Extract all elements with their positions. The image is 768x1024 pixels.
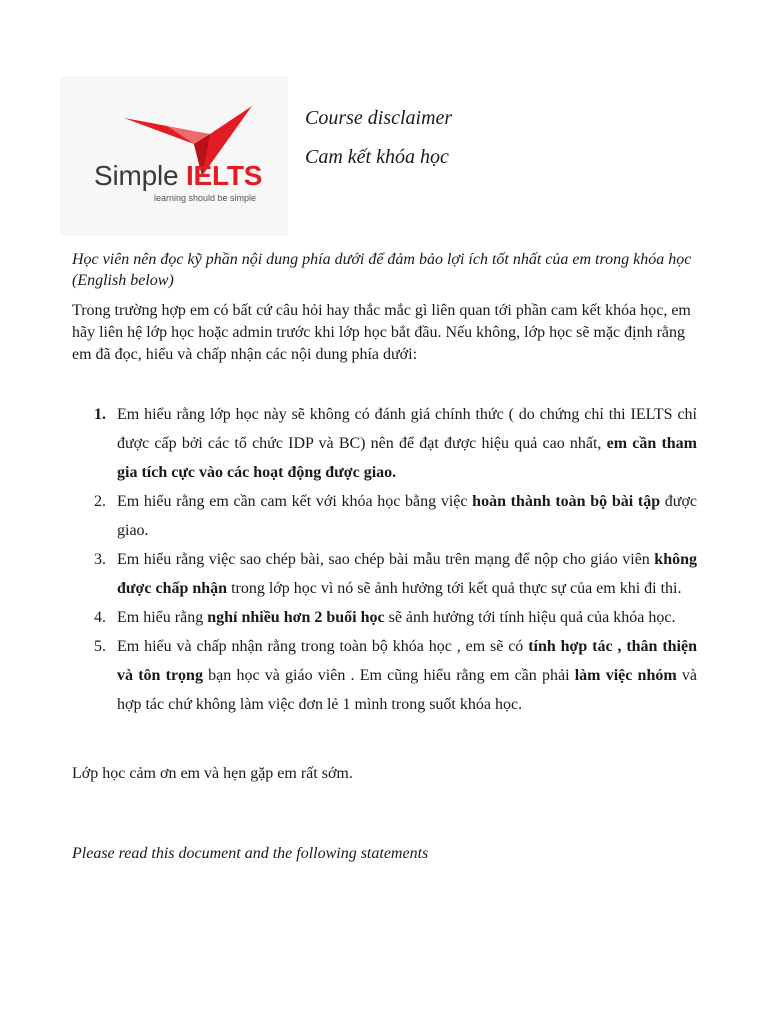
item-emphasis-2: làm việc nhóm <box>574 667 677 684</box>
list-item <box>72 487 697 545</box>
item-text: Em hiểu rằng lớp học này sẽ không có đánh giá chính thức ( do chứng chỉ thi IELTS chỉ được cấp bởi các tổ chức IDP và BC) nên để đạt được hiệu quả cao nhất, <box>117 406 697 452</box>
logo-tagline: learning should be simple <box>154 193 257 203</box>
item-text-middle: bạn học và giáo viên . Em cũng hiểu rằng em cần phải <box>202 667 575 684</box>
item-text-end: và hợp tác chứ không làm việc đơn lẻ 1 mình trong suốt khóa học. <box>117 667 697 713</box>
item-text: Em hiểu rằng em cần cam kết với khóa học bằng việc <box>117 493 473 510</box>
item-emphasis: tính hợp tác , thân thiện và tôn trọng <box>117 638 698 684</box>
logo-word-ielts: IELTS <box>185 160 263 191</box>
item-text: Em hiểu rằng <box>117 609 208 626</box>
list-item <box>72 632 697 719</box>
list-item <box>72 545 697 603</box>
contact-paragraph: Trong trường hợp em có bất cứ câu hỏi hay thắc mắc gì liên quan tới phần cam kết khóa học, em hãy liên hệ lớp học hoặc admin trước khi lớp học bắt đầu. Nếu không, lớp học sẽ mặc định rằng em đã đọc, hiểu và chấp nhận các nội dung phía dưới: <box>72 302 691 363</box>
item-text-end: trong lớp học vì nó sẽ ảnh hưởng tới kết quả thực sự của em khi đi thi. <box>227 580 682 597</box>
item-emphasis: không được chấp nhận <box>117 551 697 597</box>
list-item <box>72 400 697 487</box>
item-text-end: sẽ ảnh hưởng tới tính hiệu quả của khóa học. <box>384 609 676 626</box>
item-number: 3. <box>94 551 106 568</box>
logo-wordmark <box>94 160 262 192</box>
item-number: 2. <box>94 493 106 510</box>
item-number: 1. <box>94 406 106 423</box>
item-number: 4. <box>94 609 106 626</box>
english-intro: Please read this document and the following statements <box>72 845 429 862</box>
thanks-line: Lớp học cảm ơn em và hẹn gặp em rất sớm. <box>72 765 353 782</box>
item-text-end: được giao. <box>117 493 698 539</box>
intro-note: Học viên nên đọc kỹ phần nội dung phía dưới để đảm bảo lợi ích tốt nhất của em trong khóa học (English below) <box>72 251 692 289</box>
commitment-list <box>72 400 697 719</box>
simple-ielts-logo <box>60 76 288 236</box>
item-emphasis: hoàn thành toàn bộ bài tập <box>472 493 661 510</box>
item-text: Em hiểu rằng việc sao chép bài, sao chép bài mẫu trên mạng để nộp cho giáo viên <box>117 551 655 568</box>
logo-word-simple: Simple <box>94 160 186 191</box>
item-text: Em hiểu và chấp nhận rằng trong toàn bộ khóa học , em sẽ có <box>117 638 529 655</box>
item-emphasis: nghỉ nhiều hơn 2 buổi học <box>207 609 385 626</box>
item-emphasis: em cần tham gia tích cực vào các hoạt động được giao. <box>117 435 698 481</box>
title-vietnamese: Cam kết khóa học <box>305 146 449 168</box>
item-number: 5. <box>94 638 106 655</box>
title-english: Course disclaimer <box>305 107 453 129</box>
list-item <box>72 603 697 632</box>
